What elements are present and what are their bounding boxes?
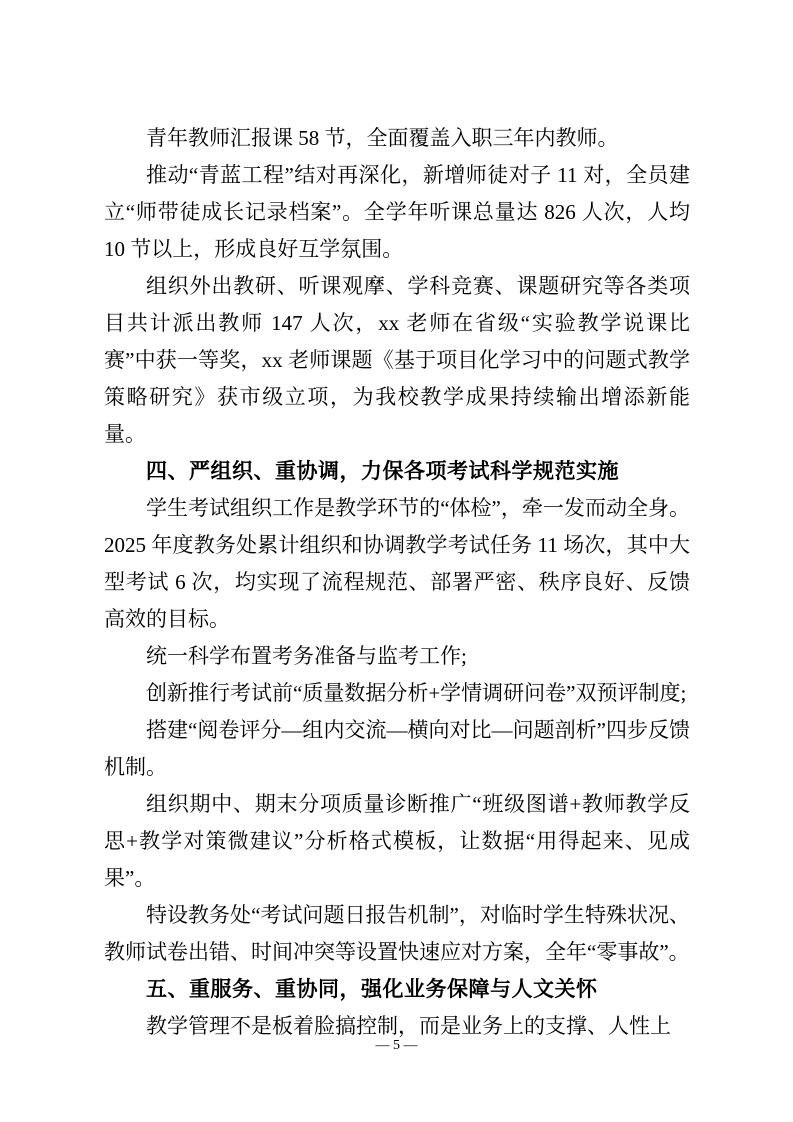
section-heading: 四、严组织、重协调，力保各项考试科学规范实施 (146, 460, 619, 483)
page-number: — 5 — (375, 1038, 418, 1053)
paragraph: 组织外出教研、听课观摩、学科竞赛、课题研究等各类项目共计派出教师 147 人次，xx 老师在省级“实验教学说课比赛”中获一等奖，xx 老师课题《基于项目化学习中的问题式教学策略研究》获市级立项，为我校教学成果持续输出增添新能量。 (104, 274, 690, 446)
paragraph: 统一科学布置考务准备与监考工作; (146, 644, 467, 668)
paragraph: 创新推行考试前“质量数据分析+学情调研问卷”双预评制度; (146, 681, 687, 705)
paragraph: 青年教师汇报课 58 节，全面覆盖入职三年内教师。 (146, 126, 619, 150)
paragraph: 推动“青蓝工程”结对再深化，新增师徒对子 11 对，全员建立“师带徒成长记录档案”。全学年听课总量达 826 人次，人均 10 节以上，形成良好互学氛围。 (104, 163, 690, 261)
section-heading: 五、重服务、重协同，强化业务保障与人文关怀 (146, 978, 598, 1001)
document-body (104, 120, 690, 1045)
paragraph: 学生考试组织工作是教学环节的“体检”，牵一发而动全身。2025 年度教务处累计组织和协调教学考试任务 11 场次，其中大型考试 6 次，均实现了流程规范、部署严密、秩序良好、反馈高效的目标。 (104, 496, 690, 631)
paragraph: 教学管理不是板着脸搞控制，而是业务上的支撑、人性上 (146, 1014, 671, 1038)
page-footer (0, 1036, 793, 1056)
paragraph: 搭建“阅卷评分—组内交流—横向对比—问题剖析”四步反馈机制。 (104, 718, 690, 779)
paragraph: 特设教务处“考试问题日报告机制”，对临时学生特殊状况、教师试卷出错、时间冲突等设置快速应对方案，全年“零事故”。 (104, 903, 690, 964)
paragraph: 组织期中、期末分项质量诊断推广“班级图谱+教师教学反思+教学对策微建议”分析格式模板，让数据“用得起来、见成果”。 (104, 792, 690, 890)
